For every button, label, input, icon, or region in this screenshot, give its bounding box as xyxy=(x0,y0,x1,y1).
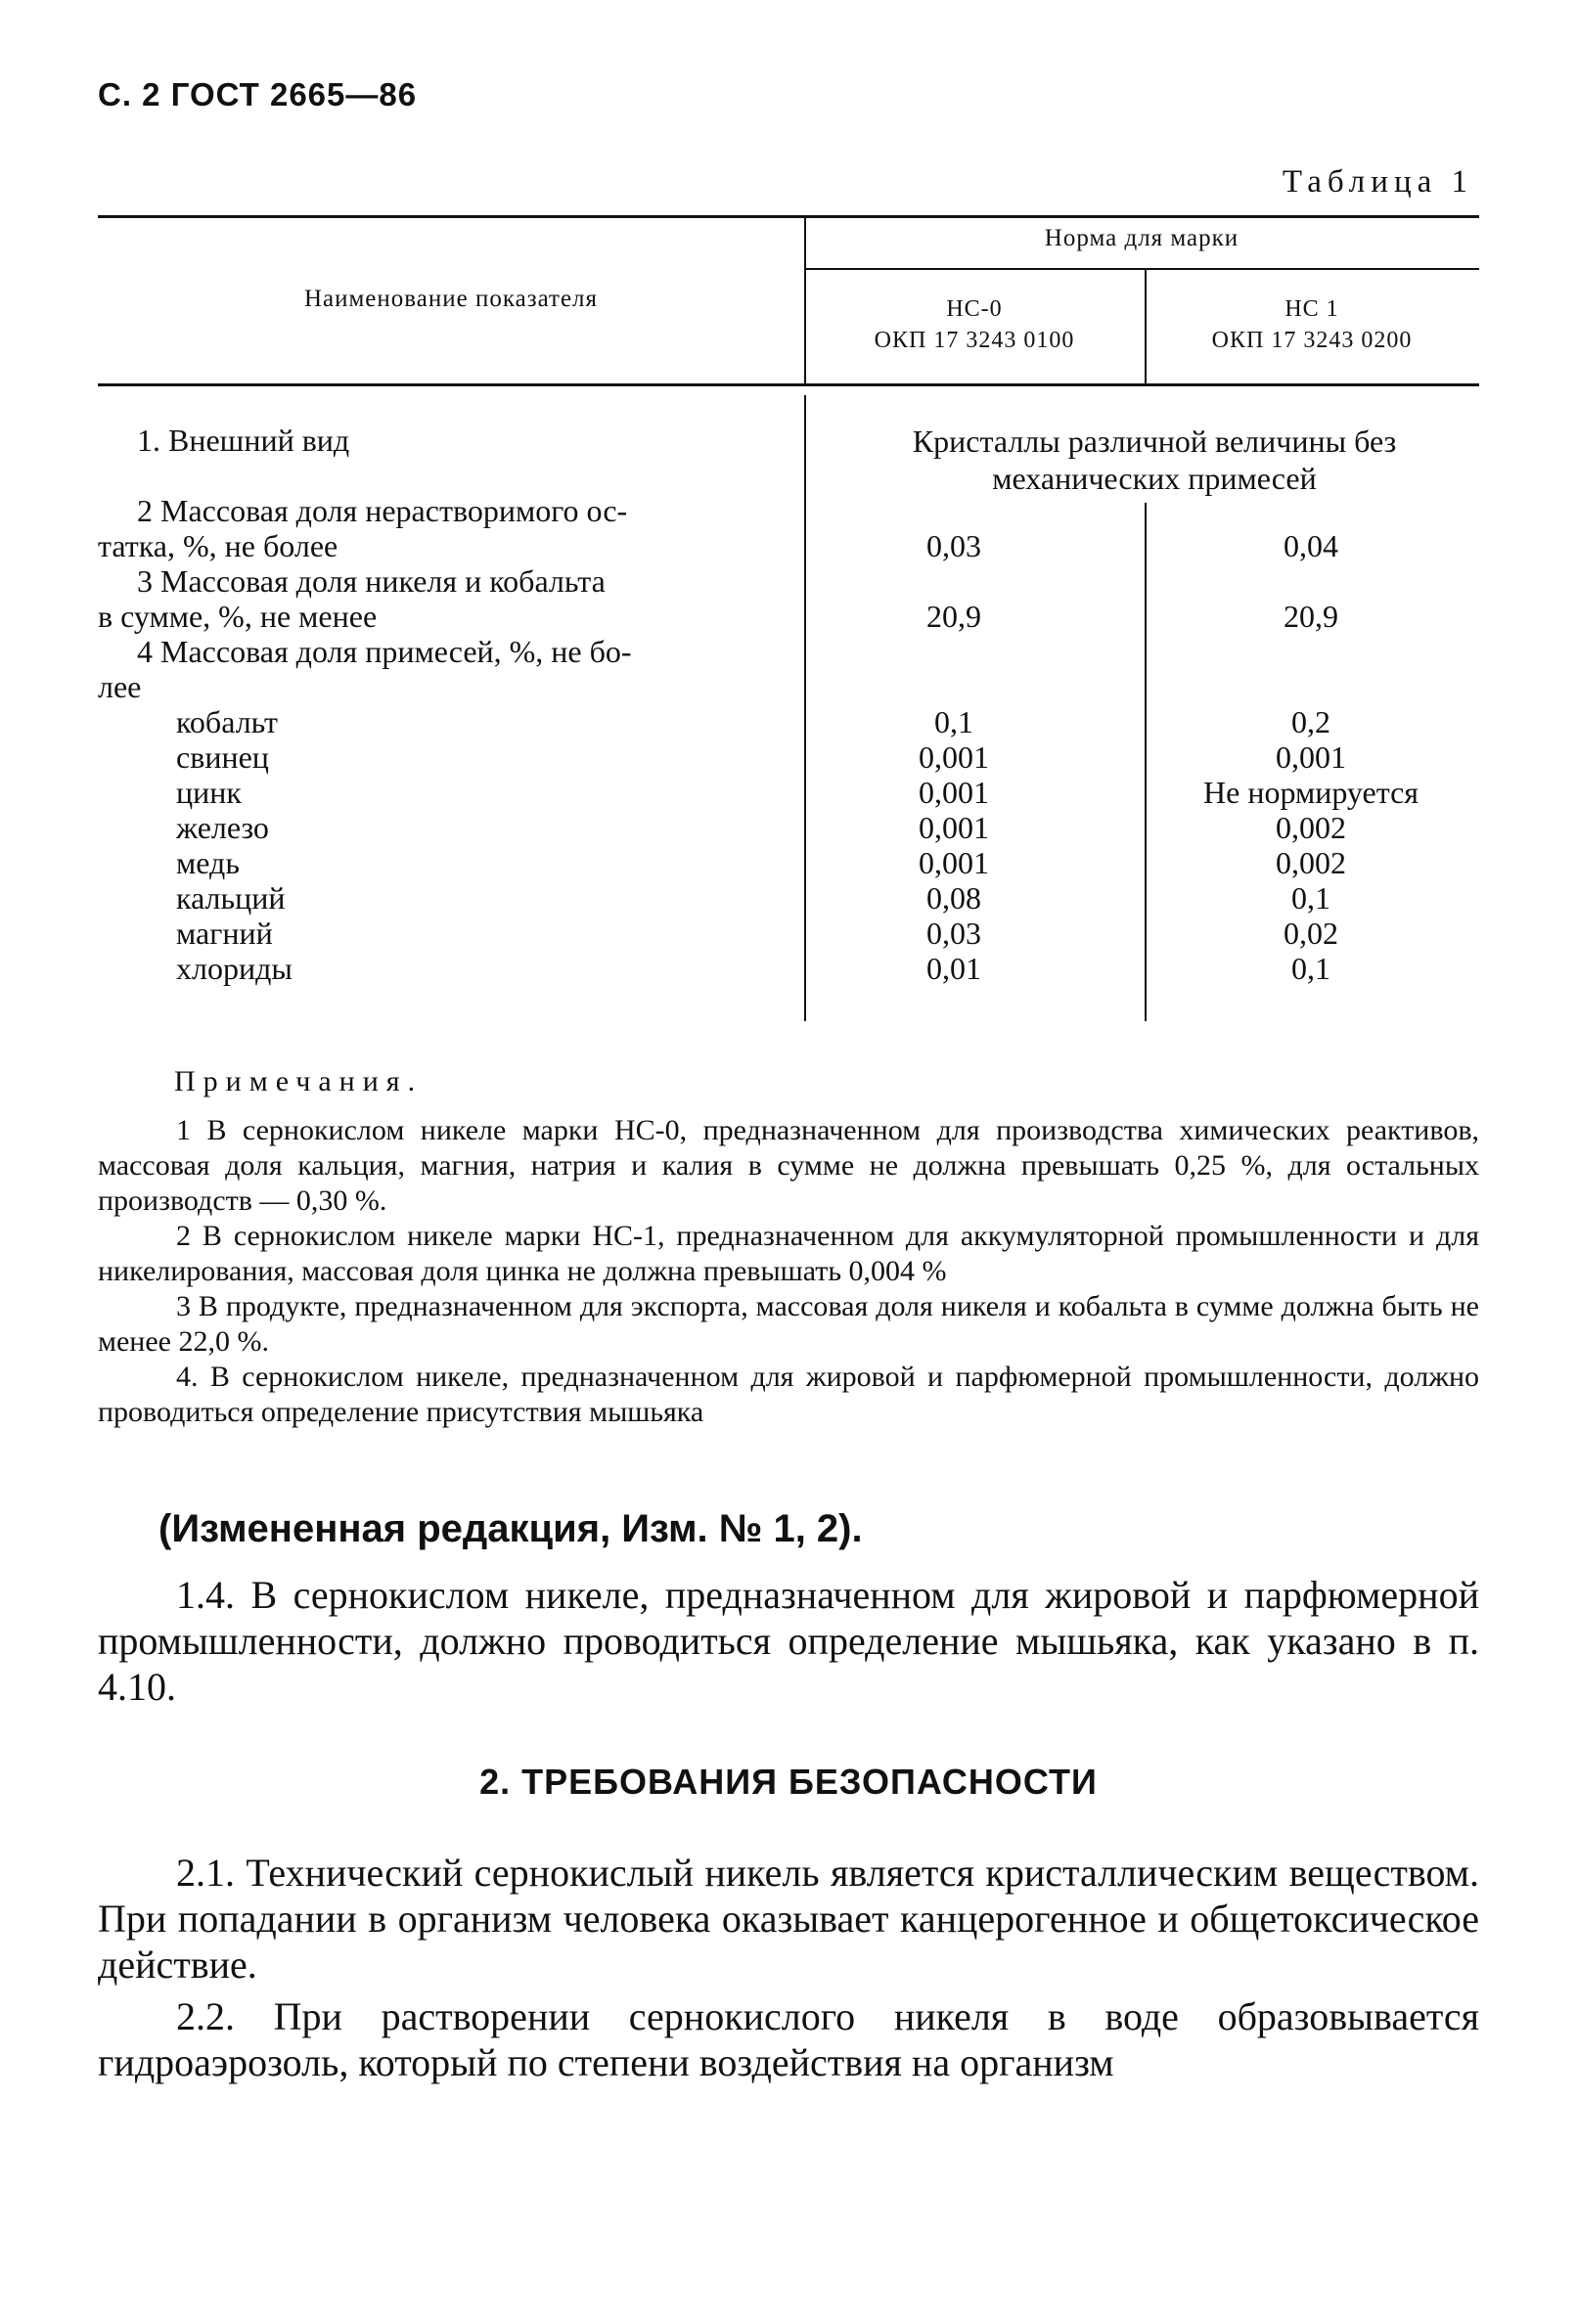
row-value-insoluble-ns0: 0,03 xyxy=(926,528,981,563)
row-label-copper: медь xyxy=(176,845,240,880)
col-header-grade-2 xyxy=(1145,293,1479,356)
row-label-insoluble-2: татка, %, не более xyxy=(98,528,338,563)
row-label-nickel-cobalt-2: в сумме, %, не менее xyxy=(98,599,378,634)
body-text xyxy=(98,1506,1479,2085)
row-value-nickel-cobalt-ns1: 20,9 xyxy=(1284,599,1338,634)
note-item: 2 В сернокислом никеле марки НС-1, предназначенном для аккумуляторной промышленности и для никелирования, массовая доля цинка не должна превышать 0,004 % xyxy=(98,1220,1479,1287)
row-label-chlorides: хлориды xyxy=(176,951,293,986)
row-value-lead-ns1: 0,001 xyxy=(1276,739,1346,775)
note-item: 3 В продукте, предназначенном для экспорта, массовая доля никеля и кобальта в сумме должна быть не менее 22,0 %. xyxy=(98,1290,1479,1358)
col-header-indicator: Наименование показателя xyxy=(303,286,599,312)
table-notes xyxy=(98,1064,1479,1430)
notes-title: Примечания. xyxy=(174,1065,424,1097)
row-label-impurities-1: 4 Массовая доля примесей, %, не бо- xyxy=(137,634,632,669)
row-value-lead-ns0: 0,001 xyxy=(919,739,989,775)
note-item: 4. В сернокислом никеле, предназначенном для жировой и парфюмерной промышленности, должно проводиться определение присутствия мышьяка xyxy=(98,1361,1479,1428)
row-value-insoluble-ns1: 0,04 xyxy=(1284,528,1338,563)
norm-subheader-rule xyxy=(804,268,1479,270)
section-heading: 2. ТРЕБОВАНИЯ БЕЗОПАСНОСТИ xyxy=(479,1762,1098,1802)
row-label-magnesium: магний xyxy=(176,916,273,951)
row-label-zinc: цинк xyxy=(176,775,242,810)
row-value-cobalt-ns1: 0,2 xyxy=(1291,704,1330,739)
row-label-impurities-2: лее xyxy=(98,669,142,704)
row-value-zinc-ns0: 0,001 xyxy=(919,775,989,810)
paragraph-1-4: 1.4. В сернокислом никеле, предназначенном для жировой и парфюмерной промышленности, должно проводиться определение мышьяка, как указано в п. 4.10. xyxy=(98,1573,1479,1709)
row-value-appearance: Кристаллы различной величины без механических примесей xyxy=(912,424,1397,496)
row-label-lead: свинец xyxy=(176,739,269,775)
row-value-iron-ns0: 0,001 xyxy=(919,810,989,845)
row-label-iron: железо xyxy=(176,810,269,845)
row-label-nickel-cobalt-1: 3 Массовая доля никеля и кобальта xyxy=(137,563,606,599)
grade-2-name: НС 1 xyxy=(1284,296,1339,322)
table-caption: Таблица 1 xyxy=(1282,164,1473,200)
row-value-copper-ns1: 0,002 xyxy=(1276,845,1346,880)
col-header-norm: Норма для марки xyxy=(1044,225,1239,251)
amendment-note: (Измененная редакция, Изм. № 1, 2). xyxy=(158,1507,863,1550)
row-value-magnesium-ns1: 0,02 xyxy=(1284,916,1338,951)
row-value-chlorides-ns0: 0,01 xyxy=(926,951,981,986)
table-top-rule xyxy=(98,215,1479,218)
row-value-nickel-cobalt-ns0: 20,9 xyxy=(926,599,981,634)
row-value-iron-ns1: 0,002 xyxy=(1276,810,1346,845)
row-value-cobalt-ns0: 0,1 xyxy=(934,704,973,739)
row-value-calcium-ns0: 0,08 xyxy=(926,880,981,916)
row-value-zinc-ns1: Не нормируется xyxy=(1203,775,1419,810)
grade-1-name: НС-0 xyxy=(946,296,1003,322)
table-header-bottom-rule xyxy=(98,383,1479,386)
page-header: С. 2 ГОСТ 2665—86 xyxy=(98,76,418,112)
row-label-cobalt: кобальт xyxy=(176,704,279,739)
row-value-copper-ns0: 0,001 xyxy=(919,845,989,880)
col-header-grade-1 xyxy=(804,293,1145,356)
row-value-calcium-ns1: 0,1 xyxy=(1291,880,1330,916)
paragraph-2-1: 2.1. Технический сернокислый никель является кристаллическим веществом. При попадании в организм человека оказывает канцерогенное и общетоксическое действие. xyxy=(98,1851,1479,1987)
row-value-chlorides-ns1: 0,1 xyxy=(1291,951,1330,986)
row-value-magnesium-ns0: 0,03 xyxy=(926,916,981,951)
row-label-appearance: 1. Внешний вид xyxy=(137,423,350,458)
grade-2-code: ОКП 17 3243 0200 xyxy=(1211,328,1413,353)
grade-1-code: ОКП 17 3243 0100 xyxy=(874,328,1075,353)
row-label-insoluble-1: 2 Массовая доля нерастворимого ос- xyxy=(137,493,628,528)
row-label-calcium: кальций xyxy=(176,880,286,916)
note-item: 1 В сернокислом никеле марки НС-0, предназначенном для производства химических реактивов, массовая доля кальция, магния, натрия и калия в сумме не должна превышать 0,25 %, для остальных производств — 0,30 %. xyxy=(98,1114,1479,1217)
paragraph-2-2: 2.2. При растворении сернокислого никеля в воде образовывается гидроаэрозоль, который по степени воздействия на организм xyxy=(98,1994,1479,2084)
